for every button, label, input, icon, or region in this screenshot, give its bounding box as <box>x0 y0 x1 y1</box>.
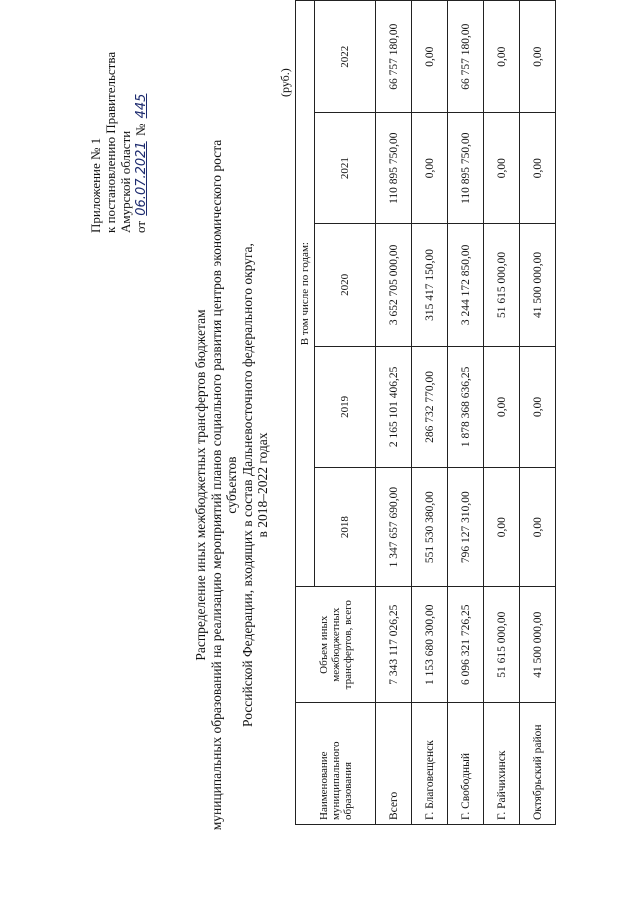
table-row <box>376 1 412 825</box>
row-value: 66 757 180,00 <box>376 1 412 113</box>
row-value: 110 895 750,00 <box>448 113 484 224</box>
header-year: 2020 <box>315 223 376 346</box>
header-year: 2021 <box>315 113 376 224</box>
row-total: 1 153 680 300,00 <box>412 587 448 703</box>
row-value: 0,00 <box>484 467 520 586</box>
row-value: 66 757 180,00 <box>448 1 484 113</box>
header-year: 2019 <box>315 346 376 467</box>
row-value: 2 165 101 406,25 <box>376 346 412 467</box>
header-year: 2018 <box>315 467 376 586</box>
table-row <box>484 1 520 825</box>
title-line3: Российской Федерации, входящих в состав Дальневосточного федерального округа, <box>239 243 255 727</box>
title-line4: в 2018–2022 годах <box>255 432 270 538</box>
row-value: 0,00 <box>520 113 556 224</box>
row-value: 0,00 <box>520 1 556 113</box>
row-value: 3 244 172 850,00 <box>448 223 484 346</box>
appendix-line3: Амурской области <box>118 130 133 233</box>
row-total: 6 096 321 726,25 <box>448 587 484 703</box>
transfers-table <box>295 0 556 825</box>
row-value: 0,00 <box>412 1 448 113</box>
appendix-line2: к постановлению Правительства <box>103 51 118 233</box>
row-name: Г. Райчихинск <box>484 703 520 825</box>
row-total: 7 343 117 026,25 <box>376 587 412 703</box>
currency-note: (руб.) <box>278 68 292 97</box>
row-value: 3 652 705 000,00 <box>376 223 412 346</box>
row-value: 0,00 <box>412 113 448 224</box>
row-value: 315 417 150,00 <box>412 223 448 346</box>
row-value: 0,00 <box>520 467 556 586</box>
table-row <box>448 1 484 825</box>
header-total: Объем иных межбюджетных трансфертов, всего <box>296 587 376 703</box>
row-value: 0,00 <box>484 346 520 467</box>
appendix-line1: Приложение № 1 <box>88 137 103 233</box>
row-total: 51 615 000,00 <box>484 587 520 703</box>
row-name: Октябрьский район <box>520 703 556 825</box>
appendix-date-line <box>133 23 149 233</box>
row-value: 286 732 770,00 <box>412 346 448 467</box>
row-value: 1 878 368 636,25 <box>448 346 484 467</box>
row-value: 51 615 000,00 <box>484 223 520 346</box>
header-name: Наименование муниципального образования <box>296 703 376 825</box>
handwritten-number: 445 <box>134 93 149 119</box>
row-value: 1 347 657 690,00 <box>376 467 412 586</box>
row-value: 110 895 750,00 <box>376 113 412 224</box>
row-value: 551 530 380,00 <box>412 467 448 586</box>
row-value: 0,00 <box>484 113 520 224</box>
header-year: 2022 <box>315 1 376 113</box>
row-name: Всего <box>376 703 412 825</box>
handwritten-date: 06.07.2021 <box>134 141 149 216</box>
row-total: 41 500 000,00 <box>520 587 556 703</box>
row-name: Г. Свободный <box>448 703 484 825</box>
row-value: 41 500 000,00 <box>520 223 556 346</box>
document-title <box>193 125 271 845</box>
from-label: от <box>133 220 148 233</box>
row-name: Г. Благовещенск <box>412 703 448 825</box>
row-value: 796 127 310,00 <box>448 467 484 586</box>
appendix-header <box>88 23 149 233</box>
row-value: 0,00 <box>520 346 556 467</box>
title-line2: муниципальных образований на реализацию мероприятий планов социального развития центров экономического роста субъектов <box>208 139 239 831</box>
number-label: № <box>133 123 148 137</box>
title-line1: Распределение иных межбюджетных трансфертов бюджетам <box>193 309 208 661</box>
row-value: 0,00 <box>484 1 520 113</box>
header-years-group: В том числе по годам: <box>296 1 315 587</box>
table-row <box>412 1 448 825</box>
table-row <box>520 1 556 825</box>
